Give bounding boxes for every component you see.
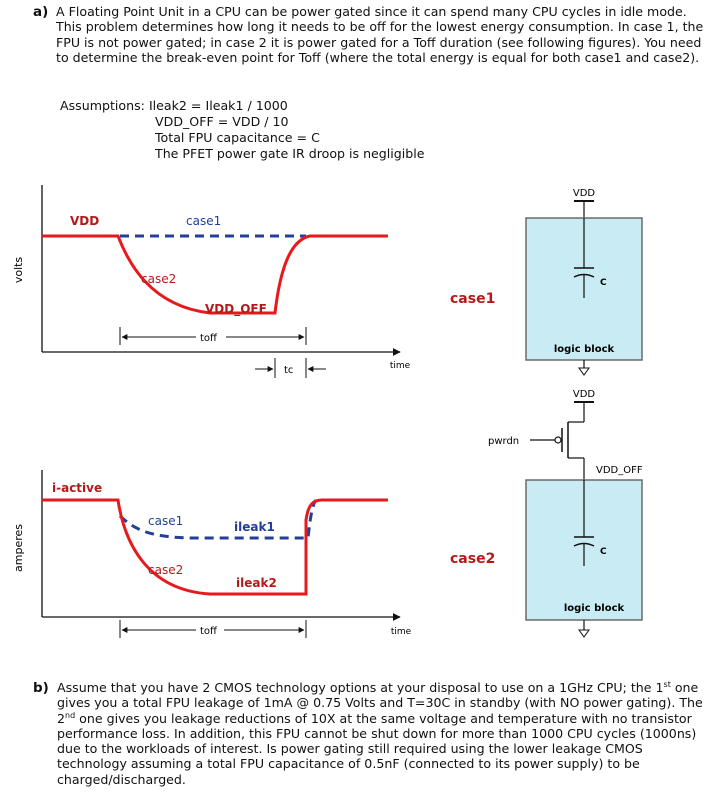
part-b-text-3: one gives you leakage reductions of 10X at the same voltage and temperature with no transistor performance loss. In addition, this FPU cannot be shut down for more than 1000 CPU cycles (1000ns) due to the workloads of interest. Is power gating still required using the lower leakage CMOS technology assuming a total FPU capacitance of 0.5nF (connected to its power supply) to be charged/discharged. xyxy=(57,710,697,787)
assumption-2: VDD_OFF = VDD / 10 xyxy=(155,114,289,129)
voltage-case2-label: case2 xyxy=(141,272,177,286)
circuit-case1 xyxy=(450,188,642,375)
part-b-sup-2: nd xyxy=(65,710,76,720)
part-b-sup-1: st xyxy=(663,679,671,689)
voltage-x-label: time xyxy=(389,361,411,371)
part-b-paragraph xyxy=(33,679,705,787)
current-plot xyxy=(12,470,412,638)
voltage-plot xyxy=(12,185,411,378)
assumption-3: Total FPU capacitance = C xyxy=(155,130,320,145)
case1-vdd-label: VDD xyxy=(572,188,596,199)
pfet-bubble xyxy=(555,437,561,443)
assumption-1: Ileak2 = Ileak1 / 1000 xyxy=(148,98,288,113)
part-b-label: b) xyxy=(33,680,49,696)
i-active-label: i-active xyxy=(52,481,103,495)
current-case1-label: case1 xyxy=(148,514,184,528)
toff-label-current: toff xyxy=(200,626,217,637)
case2-vdd-label: VDD xyxy=(572,389,596,400)
ileak2-label: ileak2 xyxy=(236,576,277,590)
ileak1-label: ileak1 xyxy=(234,520,275,534)
current-y-label: amperes xyxy=(12,524,25,572)
part-a-label: a) xyxy=(33,4,49,20)
voltage-case1-label: case1 xyxy=(186,214,222,228)
case2-ground-icon xyxy=(579,630,589,637)
case2-cap-label: C xyxy=(600,547,607,557)
part-a-text: A Floating Point Unit in a CPU can be power gated since it can spend many CPU cycles in idle mode. This problem determines how long it needs to be off for the lowest energy consumption. In case 1, the FPU is not power gated; in case 2 it is power gated for a Toff duration (see following figures). You need to determine the break-even point for Toff (where the total energy is equal for both case1 and case2). xyxy=(56,4,704,65)
case1-label: case1 xyxy=(450,291,496,307)
voltage-vdd-off-label: VDD_OFF xyxy=(205,302,267,316)
tc-label: tc xyxy=(284,365,294,376)
circuit-case2 xyxy=(450,389,643,637)
current-case2-label: case2 xyxy=(148,563,184,577)
current-x-label: time xyxy=(390,627,412,637)
case1-cap-label: C xyxy=(600,278,607,288)
pwrdn-label: pwrdn xyxy=(488,436,520,447)
case2-vdd-off-label: VDD_OFF xyxy=(596,465,643,476)
toff-label-voltage: toff xyxy=(200,333,217,344)
part-b-text-1: Assume that you have 2 CMOS technology options at your disposal to use on a 1GHz CPU; the 1 xyxy=(57,680,664,695)
assumptions-title: Assumptions: xyxy=(60,98,145,113)
voltage-y-label: volts xyxy=(12,256,25,284)
part-b-text xyxy=(57,680,705,787)
case1-block-label: logic block xyxy=(553,344,615,355)
current-case2-curve xyxy=(42,500,388,594)
assumption-4: The PFET power gate IR droop is negligible xyxy=(155,146,425,161)
voltage-vdd-label: VDD xyxy=(70,214,100,228)
case1-ground-icon xyxy=(579,368,589,375)
part-b-text-2: one gives you a total FPU leakage of 1mA @ 0.75 Volts and T=30C in standby (with NO power gating). The 2 xyxy=(57,680,703,726)
case2-block-label: logic block xyxy=(563,603,625,614)
case2-label: case2 xyxy=(450,551,496,567)
